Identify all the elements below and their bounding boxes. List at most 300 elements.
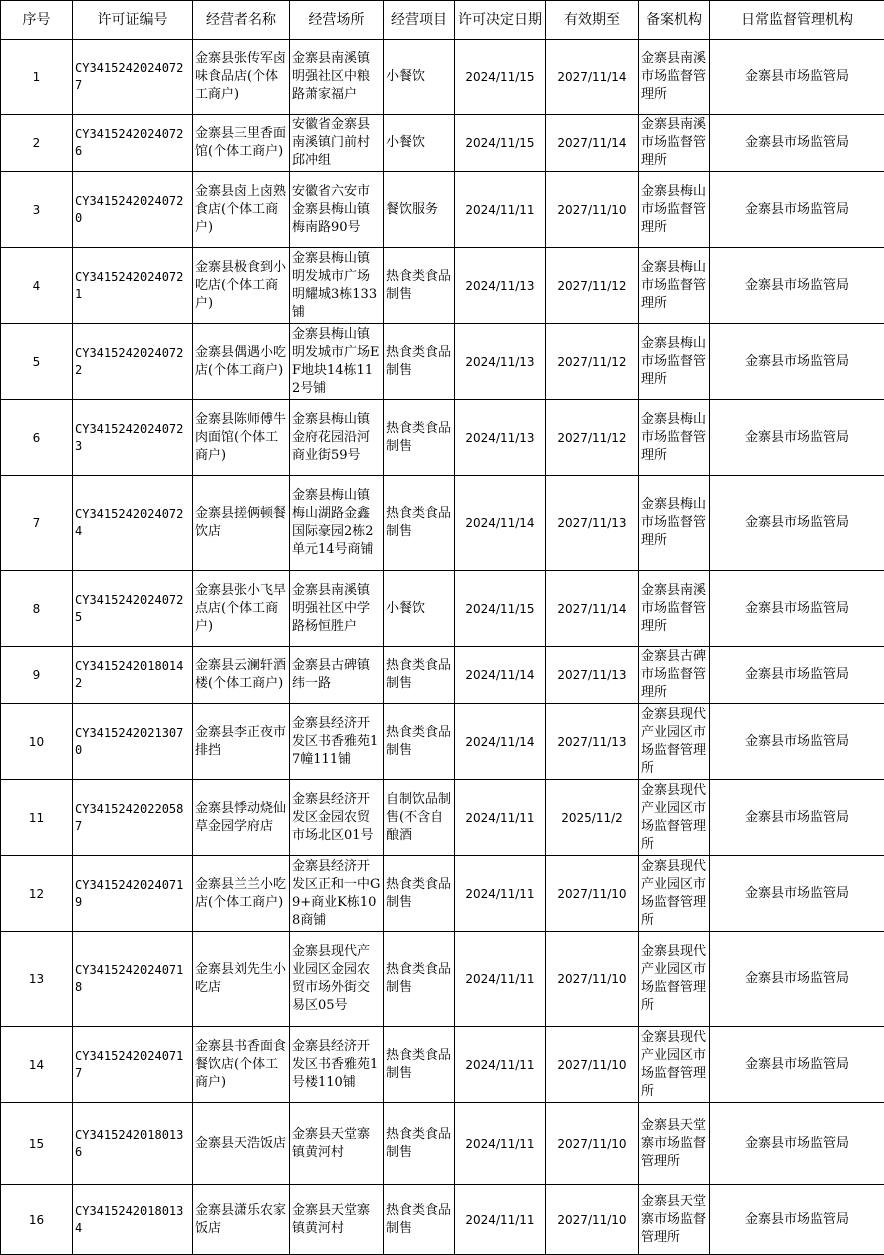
table-row xyxy=(1,1185,884,1255)
license-number-text: CY34152420240720 xyxy=(75,193,184,225)
business-item-text: 热食类食品制售 xyxy=(386,1202,452,1236)
row-number-text: 11 xyxy=(28,810,45,825)
business-item-text: 热食类食品制售 xyxy=(386,268,452,302)
license-number-text: CY34152420240726 xyxy=(75,127,184,158)
business-address-text: 金寨县梅山镇明发城市广场EF地块14栋112号铺 xyxy=(292,326,380,396)
business-address xyxy=(290,571,384,647)
decision-date-text: 2024/11/11 xyxy=(465,1057,535,1072)
license-number-text: CY34152420240722 xyxy=(75,345,184,377)
decision-date-text: 2024/11/14 xyxy=(465,668,535,682)
business-item xyxy=(384,780,455,856)
decision-date-text: 2024/11/13 xyxy=(465,278,535,293)
business-item xyxy=(384,1185,455,1255)
filing-agency xyxy=(639,856,710,932)
operator-name xyxy=(193,571,290,647)
supervising-agency-text: 金寨县市场监管局 xyxy=(744,1135,849,1151)
operator-name xyxy=(193,647,290,704)
decision-date-text: 2024/11/11 xyxy=(465,202,535,217)
business-address-text: 金寨县经济开发区书香雅苑1号楼110铺 xyxy=(292,1038,379,1090)
supervising-agency xyxy=(710,571,884,647)
operator-name-text: 金寨县兰兰小吃店(个体工商户) xyxy=(195,876,287,910)
row-number xyxy=(1,1027,73,1103)
business-item xyxy=(384,856,455,932)
operator-name xyxy=(193,1027,290,1103)
license-number xyxy=(73,571,193,647)
filing-agency xyxy=(639,115,710,172)
supervising-agency-text: 金寨县市场监管局 xyxy=(744,971,849,986)
decision-date-text: 2024/11/11 xyxy=(465,1212,535,1227)
operator-name-text: 金寨县卤上卤熟食店(个体工商户) xyxy=(195,183,287,235)
business-address-text: 金寨县现代产业园区金园农贸市场外街交易区05号 xyxy=(292,944,371,1013)
business-address-text: 金寨县梅山镇梅山湖路金鑫国际豪园2栋2单元14号商铺 xyxy=(292,488,374,557)
filing-agency xyxy=(639,1027,710,1103)
row-number xyxy=(1,1185,73,1255)
operator-name xyxy=(193,1185,290,1255)
business-item xyxy=(384,1027,455,1103)
decision-date xyxy=(455,115,546,172)
business-item-text: 热食类食品制售 xyxy=(386,724,452,758)
business-address xyxy=(290,1027,384,1103)
supervising-agency-text: 金寨县市场监管局 xyxy=(744,600,849,616)
supervising-agency xyxy=(710,172,884,248)
business-address-text: 金寨县天堂寨镇黄河村 xyxy=(292,1202,371,1236)
valid-until-text: 2025/11/2 xyxy=(561,810,623,825)
row-number-text: 13 xyxy=(28,972,45,986)
license-number-text: CY34152420240723 xyxy=(75,421,184,453)
table-row xyxy=(1,780,884,856)
license-number-text: CY34152420180134 xyxy=(75,1203,184,1235)
license-number-text: CY34152420240717 xyxy=(75,1048,184,1080)
header-name: 经营者名称 xyxy=(193,1,290,40)
decision-date xyxy=(455,1103,546,1185)
operator-name-text: 金寨县悸动烧仙草金园学府店 xyxy=(195,800,287,834)
row-number-text: 1 xyxy=(32,70,41,84)
business-address xyxy=(290,476,384,571)
valid-until xyxy=(546,1103,639,1185)
table-row xyxy=(1,932,884,1027)
license-number-text: CY34152420220587 xyxy=(75,801,184,833)
business-item-text: 小餐饮 xyxy=(386,600,426,616)
business-address xyxy=(290,248,384,324)
filing-agency xyxy=(639,780,710,856)
business-address-text: 金寨县经济开发区金园农贸市场北区01号 xyxy=(292,791,374,843)
decision-date-text: 2024/11/11 xyxy=(465,886,535,901)
filing-agency xyxy=(639,1103,710,1185)
license-number-text: CY34152420240724 xyxy=(75,507,184,538)
supervising-agency xyxy=(710,704,884,780)
business-item xyxy=(384,248,455,324)
decision-date-text: 2024/11/14 xyxy=(465,516,535,530)
table-row xyxy=(1,476,884,571)
supervising-agency xyxy=(710,40,884,115)
license-number xyxy=(73,932,193,1027)
filing-agency-text: 金寨县南溪市场监督管理所 xyxy=(641,582,707,634)
valid-until-text: 2027/11/10 xyxy=(557,202,627,217)
business-address xyxy=(290,40,384,115)
operator-name-text: 金寨县潇乐农家饭店 xyxy=(195,1202,287,1236)
business-address-text: 安徽省金寨县南溪镇门前村邱冲组 xyxy=(292,117,371,168)
table-row xyxy=(1,40,884,115)
supervising-agency xyxy=(710,476,884,571)
filing-agency-text: 金寨县梅山市场监督管理所 xyxy=(641,497,707,548)
filing-agency xyxy=(639,571,710,647)
license-number xyxy=(73,647,193,704)
decision-date xyxy=(455,1027,546,1103)
row-number xyxy=(1,932,73,1027)
operator-name xyxy=(193,248,290,324)
supervising-agency-text: 金寨县市场监管局 xyxy=(744,277,849,293)
license-number-text: CY34152420180142 xyxy=(75,659,184,690)
decision-date xyxy=(455,780,546,856)
business-item xyxy=(384,400,455,476)
header-decision-date: 许可决定日期 xyxy=(455,1,546,40)
business-address-text: 金寨县梅山镇金府花园沿河商业街59号 xyxy=(292,411,371,463)
business-item xyxy=(384,476,455,571)
business-item-text: 热食类食品制售 xyxy=(386,658,452,691)
license-number-text: CY34152420240719 xyxy=(75,877,184,909)
valid-until-text: 2027/11/14 xyxy=(557,601,627,616)
row-number xyxy=(1,704,73,780)
supervising-agency xyxy=(710,780,884,856)
filing-agency-text: 金寨县现代产业园区市场监督管理所 xyxy=(641,858,707,928)
supervising-agency-text: 金寨县市场监管局 xyxy=(744,809,849,825)
table-row xyxy=(1,1103,884,1185)
operator-name-text: 金寨县天浩饭店 xyxy=(195,1135,287,1151)
filing-agency xyxy=(639,1185,710,1255)
business-item xyxy=(384,115,455,172)
license-number xyxy=(73,115,193,172)
business-item-text: 热食类食品制售 xyxy=(386,1047,452,1081)
business-address xyxy=(290,647,384,704)
valid-until xyxy=(546,856,639,932)
row-number-text: 4 xyxy=(32,278,41,293)
decision-date xyxy=(455,40,546,115)
header-item: 经营项目 xyxy=(384,1,455,40)
operator-name-text: 金寨县三里香面馆(个体工商户) xyxy=(195,126,287,159)
header-row xyxy=(1,1,884,40)
filing-agency-text: 金寨县现代产业园区市场监督管理所 xyxy=(641,706,707,776)
supervising-agency-text: 金寨县市场监管局 xyxy=(744,429,849,445)
filing-agency-text: 金寨县梅山市场监督管理所 xyxy=(641,183,707,235)
filing-agency-text: 金寨县现代产业园区市场监督管理所 xyxy=(641,944,707,1013)
filing-agency xyxy=(639,40,710,115)
row-number xyxy=(1,172,73,248)
decision-date-text: 2024/11/15 xyxy=(465,136,535,150)
business-address xyxy=(290,1103,384,1185)
business-item xyxy=(384,932,455,1027)
decision-date-text: 2024/11/11 xyxy=(465,810,535,825)
supervising-agency-text: 金寨县市场监管局 xyxy=(744,1211,849,1227)
valid-until xyxy=(546,647,639,704)
business-item-text: 热食类食品制售 xyxy=(386,506,452,539)
row-number-text: 3 xyxy=(32,202,41,217)
decision-date-text: 2024/11/15 xyxy=(465,70,535,84)
filing-agency xyxy=(639,248,710,324)
operator-name-text: 金寨县李正夜市排挡 xyxy=(195,724,287,758)
valid-until-text: 2027/11/10 xyxy=(557,972,627,986)
header-filing: 备案机构 xyxy=(639,1,710,40)
operator-name xyxy=(193,324,290,400)
supervising-agency xyxy=(710,1185,884,1255)
header-license: 许可证编号 xyxy=(73,1,193,40)
business-address xyxy=(290,780,384,856)
supervising-agency xyxy=(710,932,884,1027)
license-number xyxy=(73,40,193,115)
operator-name xyxy=(193,932,290,1027)
business-address xyxy=(290,324,384,400)
supervising-agency xyxy=(710,1027,884,1103)
valid-until-text: 2027/11/10 xyxy=(557,1212,627,1227)
supervising-agency-text: 金寨县市场监管局 xyxy=(744,667,849,682)
row-number xyxy=(1,476,73,571)
row-number-text: 15 xyxy=(28,1136,45,1151)
operator-name xyxy=(193,856,290,932)
license-number xyxy=(73,1185,193,1255)
table-row xyxy=(1,704,884,780)
row-number xyxy=(1,647,73,704)
business-item-text: 自制饮品制售(不含自酿酒 xyxy=(386,791,452,843)
valid-until-text: 2027/11/14 xyxy=(557,70,627,84)
business-item-text: 小餐饮 xyxy=(386,69,426,84)
valid-until xyxy=(546,172,639,248)
filing-agency xyxy=(639,324,710,400)
table-body xyxy=(1,40,884,1255)
license-number xyxy=(73,400,193,476)
license-number xyxy=(73,248,193,324)
operator-name-text: 金寨县刘先生小吃店 xyxy=(195,962,287,995)
supervising-agency-text: 金寨县市场监管局 xyxy=(744,885,849,901)
business-address xyxy=(290,1185,384,1255)
business-item xyxy=(384,324,455,400)
row-number xyxy=(1,1103,73,1185)
row-number-text: 14 xyxy=(28,1057,45,1072)
operator-name xyxy=(193,115,290,172)
supervising-agency xyxy=(710,647,884,704)
operator-name-text: 金寨县张小飞早点店(个体工商户) xyxy=(195,582,287,634)
table-row xyxy=(1,248,884,324)
table-row xyxy=(1,647,884,704)
supervising-agency-text: 金寨县市场监管局 xyxy=(744,353,849,369)
operator-name-text: 金寨县云澜轩酒楼(个体工商户) xyxy=(195,658,287,691)
row-number-text: 9 xyxy=(32,668,41,682)
valid-until-text: 2027/11/12 xyxy=(557,430,627,445)
row-number xyxy=(1,780,73,856)
decision-date-text: 2024/11/13 xyxy=(465,354,535,369)
supervising-agency-text: 金寨县市场监管局 xyxy=(744,69,849,84)
filing-agency-text: 金寨县现代产业园区市场监督管理所 xyxy=(641,1029,707,1099)
valid-until-text: 2027/11/10 xyxy=(557,886,627,901)
business-address-text: 金寨县经济开发区书香雅苑17幢111铺 xyxy=(292,715,379,767)
table-row xyxy=(1,400,884,476)
operator-name-text: 金寨县书香面食餐饮店(个体工商户) xyxy=(195,1038,287,1090)
business-address xyxy=(290,932,384,1027)
header-valid-until: 有效期至 xyxy=(546,1,639,40)
operator-name xyxy=(193,476,290,571)
filing-agency-text: 金寨县古碑市场监督管理所 xyxy=(641,649,707,700)
supervising-agency-text: 金寨县市场监管局 xyxy=(744,135,849,150)
decision-date-text: 2024/11/13 xyxy=(465,430,535,445)
decision-date xyxy=(455,1185,546,1255)
license-number xyxy=(73,172,193,248)
row-number-text: 6 xyxy=(32,430,41,445)
operator-name xyxy=(193,40,290,115)
license-number-text: CY34152420180136 xyxy=(75,1127,184,1159)
supervising-agency-text: 金寨县市场监管局 xyxy=(744,201,849,217)
business-item-text: 热食类食品制售 xyxy=(386,962,452,995)
business-address-text: 安徽省六安市金寨县梅山镇梅南路90号 xyxy=(292,183,371,235)
business-item-text: 热食类食品制售 xyxy=(386,1126,452,1160)
business-item xyxy=(384,704,455,780)
business-address-text: 金寨县南溪镇明强社区中学路杨恒胜户 xyxy=(292,582,371,634)
supervising-agency xyxy=(710,324,884,400)
filing-agency xyxy=(639,932,710,1027)
operator-name-text: 金寨县陈师傅牛肉面馆(个体工商户) xyxy=(195,411,287,463)
filing-agency-text: 金寨县南溪市场监督管理所 xyxy=(641,117,707,168)
business-address-text: 金寨县南溪镇明强社区中粮路萧家福户 xyxy=(292,51,371,102)
business-item xyxy=(384,647,455,704)
decision-date xyxy=(455,172,546,248)
table-row xyxy=(1,324,884,400)
table-row xyxy=(1,571,884,647)
license-number-text: CY34152420240727 xyxy=(75,61,184,92)
license-number xyxy=(73,1027,193,1103)
row-number xyxy=(1,40,73,115)
business-address xyxy=(290,400,384,476)
business-address-text: 金寨县古碑镇纬一路 xyxy=(292,658,371,691)
valid-until-text: 2027/11/12 xyxy=(557,278,627,293)
business-address xyxy=(290,856,384,932)
business-item-text: 小餐饮 xyxy=(386,135,426,150)
license-number xyxy=(73,704,193,780)
operator-name xyxy=(193,400,290,476)
row-number-text: 5 xyxy=(32,354,41,369)
decision-date xyxy=(455,248,546,324)
business-item-text: 热食类食品制售 xyxy=(386,344,452,378)
license-number xyxy=(73,324,193,400)
header-address: 经营场所 xyxy=(290,1,384,40)
decision-date-text: 2024/11/15 xyxy=(465,601,535,616)
license-number xyxy=(73,1103,193,1185)
filing-agency-text: 金寨县梅山市场监督管理所 xyxy=(641,411,707,463)
filing-agency-text: 金寨县南溪市场监督管理所 xyxy=(641,51,707,102)
supervising-agency xyxy=(710,856,884,932)
business-item-text: 热食类食品制售 xyxy=(386,420,452,454)
valid-until xyxy=(546,704,639,780)
decision-date xyxy=(455,704,546,780)
row-number xyxy=(1,115,73,172)
row-number-text: 10 xyxy=(28,734,45,749)
filing-agency xyxy=(639,647,710,704)
row-number xyxy=(1,571,73,647)
row-number-text: 12 xyxy=(28,886,45,901)
valid-until xyxy=(546,932,639,1027)
filing-agency-text: 金寨县梅山市场监督管理所 xyxy=(641,259,707,311)
operator-name-text: 金寨县搓俩顿餐饮店 xyxy=(195,506,287,539)
header-no: 序号 xyxy=(1,1,73,40)
row-number-text: 7 xyxy=(32,516,41,530)
business-address-text: 金寨县梅山镇明发城市广场明耀城3栋133铺 xyxy=(292,250,378,320)
business-item xyxy=(384,1103,455,1185)
license-number-text: CY34152420240721 xyxy=(75,269,184,301)
decision-date xyxy=(455,932,546,1027)
row-number xyxy=(1,400,73,476)
table-row xyxy=(1,1027,884,1103)
filing-agency-text: 金寨县现代产业园区市场监督管理所 xyxy=(641,782,707,852)
decision-date xyxy=(455,571,546,647)
filing-agency xyxy=(639,172,710,248)
filing-agency xyxy=(639,400,710,476)
supervising-agency xyxy=(710,400,884,476)
business-item-text: 热食类食品制售 xyxy=(386,876,452,910)
header-supervisor: 日常监督管理机构 xyxy=(710,1,884,40)
filing-agency-text: 金寨县梅山市场监督管理所 xyxy=(641,335,707,387)
business-item xyxy=(384,571,455,647)
supervising-agency-text: 金寨县市场监管局 xyxy=(744,733,849,749)
operator-name-text: 金寨县张传军卤味食品店(个体工商户) xyxy=(195,51,287,102)
valid-until-text: 2027/11/10 xyxy=(557,1057,627,1072)
valid-until-text: 2027/11/13 xyxy=(557,668,627,682)
license-number xyxy=(73,780,193,856)
business-address-text: 金寨县经济开发区正和一中G9+商业K栋108商铺 xyxy=(292,858,381,928)
table-row xyxy=(1,115,884,172)
business-address xyxy=(290,704,384,780)
filing-agency-text: 金寨县天堂寨市场监督管理所 xyxy=(641,1193,707,1245)
row-number-text: 16 xyxy=(28,1212,45,1227)
business-address-text: 金寨县天堂寨镇黄河村 xyxy=(292,1126,371,1160)
row-number xyxy=(1,856,73,932)
table-row xyxy=(1,172,884,248)
valid-until xyxy=(546,476,639,571)
valid-until xyxy=(546,115,639,172)
license-number-text: CY34152420240718 xyxy=(75,963,184,994)
decision-date xyxy=(455,324,546,400)
decision-date xyxy=(455,400,546,476)
valid-until xyxy=(546,571,639,647)
valid-until-text: 2027/11/12 xyxy=(557,354,627,369)
valid-until xyxy=(546,248,639,324)
valid-until xyxy=(546,1185,639,1255)
supervising-agency xyxy=(710,115,884,172)
valid-until xyxy=(546,40,639,115)
valid-until xyxy=(546,780,639,856)
operator-name xyxy=(193,780,290,856)
row-number xyxy=(1,248,73,324)
operator-name xyxy=(193,704,290,780)
row-number xyxy=(1,324,73,400)
license-number xyxy=(73,476,193,571)
operator-name xyxy=(193,1103,290,1185)
decision-date-text: 2024/11/14 xyxy=(465,734,535,749)
supervising-agency-text: 金寨县市场监管局 xyxy=(744,1056,849,1072)
business-item xyxy=(384,172,455,248)
row-number-text: 2 xyxy=(32,136,41,150)
valid-until xyxy=(546,1027,639,1103)
valid-until xyxy=(546,324,639,400)
license-number xyxy=(73,856,193,932)
supervising-agency xyxy=(710,1103,884,1185)
business-item-text: 餐饮服务 xyxy=(386,201,439,217)
business-item xyxy=(384,40,455,115)
operator-name-text: 金寨县极食到小吃店(个体工商户) xyxy=(195,259,287,311)
decision-date xyxy=(455,647,546,704)
business-address xyxy=(290,172,384,248)
valid-until-text: 2027/11/13 xyxy=(557,516,627,530)
supervising-agency-text: 金寨县市场监管局 xyxy=(744,515,849,530)
table-row xyxy=(1,856,884,932)
valid-until xyxy=(546,400,639,476)
license-number-text: CY34152420240725 xyxy=(75,592,184,624)
decision-date-text: 2024/11/11 xyxy=(465,972,535,986)
